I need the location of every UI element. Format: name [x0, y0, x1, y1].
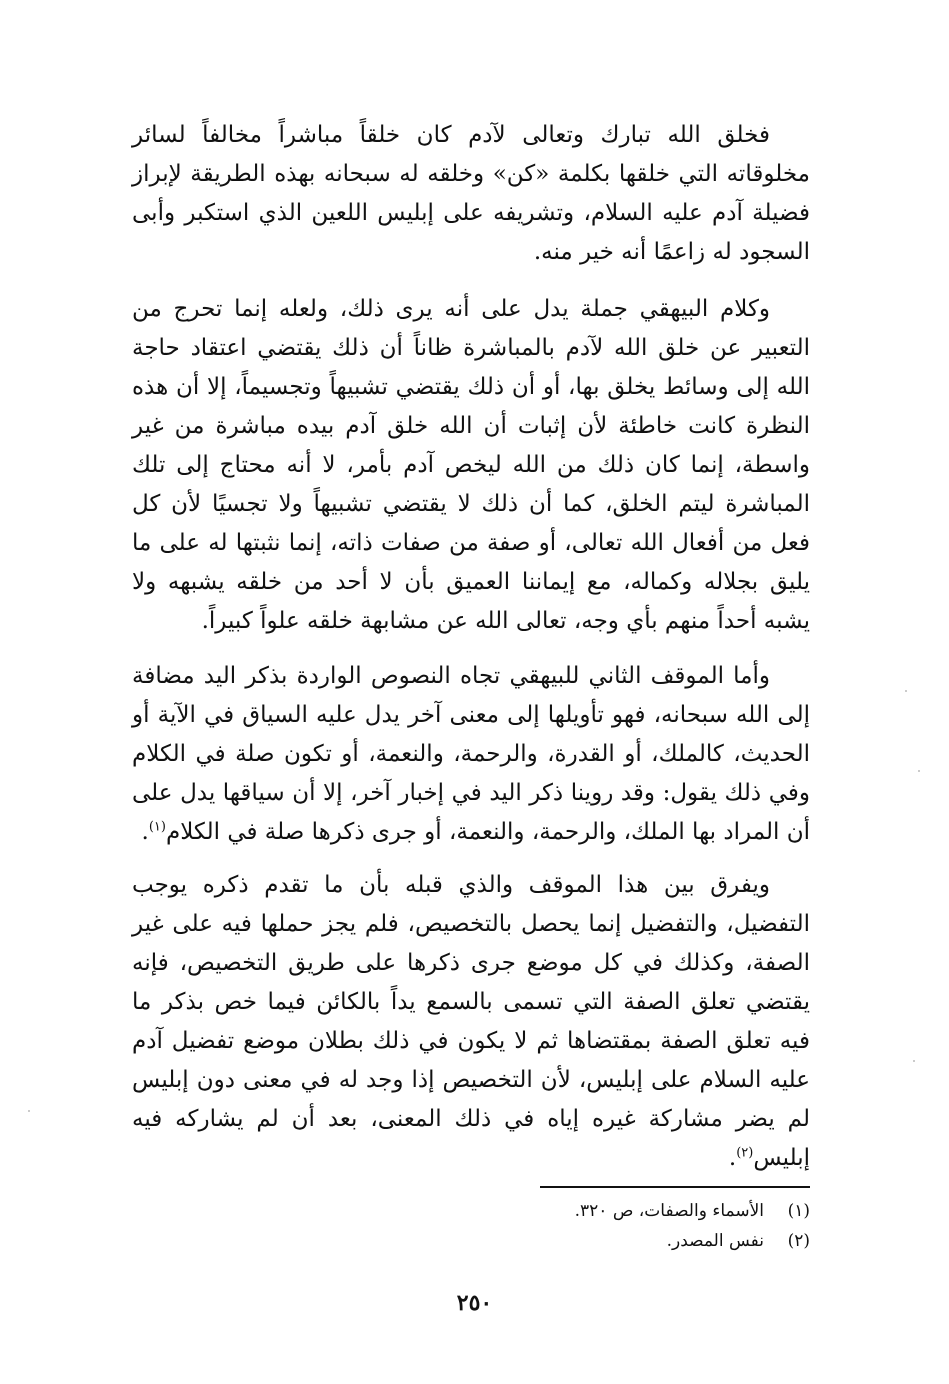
paragraph: [132, 290, 810, 641]
paragraph-text: وأما الموقف الثاني للبيهقي تجاه النصوص الواردة بذكر اليد مضافة إلى الله سبحانه، فهو تأويلها إلى معنى آخر يدل عليه السياق في الآية أو الحديث، كالملك، أو القدرة، والرحمة، والنعمة، أو تكون صلة في الكلام وفي ذلك يقول: وقد روينا ذكر اليد في إخبار آخر، إلا أن سياقها يدل على أن المراد بها الملك، والرحمة، والنعمة، أو جرى ذكرها صلة في الكلام: [132, 663, 810, 845]
body-text: [132, 116, 810, 1178]
scan-speck: [28, 1110, 30, 1112]
footnote-number: (٢): [787, 1231, 810, 1251]
paragraph-end: .: [728, 1145, 737, 1171]
footnote-text: الأسماء والصفات، ص ٣٢٠.: [574, 1201, 764, 1221]
footnote-text: نفس المصدر.: [666, 1231, 764, 1251]
footnotes: [132, 1196, 810, 1256]
footnote-number: (١): [787, 1201, 810, 1221]
footnote-ref-2: (٢): [736, 1145, 754, 1161]
footnote-ref-1: (١): [148, 819, 166, 835]
scan-speck: [913, 1060, 915, 1062]
footnote: [132, 1196, 810, 1226]
paragraph-end: .: [141, 819, 149, 845]
paragraph: [132, 116, 810, 272]
paragraph: [132, 657, 810, 852]
paragraph-text: ويفرق بين هذا الموقف والذي قبله بأن ما تقدم ذكره يوجب التفضيل، والتفضيل إنما يحصل بالتخصيص، فلم يجز حملها فيه على غير الصفة، وكذلك في كل موضع جرى ذكرها على طريق التخصيص، فإنه يقتضي تعلق الصفة التي تسمى بالسمع يداً بالكائن فيما خص بذكر ما فيه تعلق الصفة بمقتضاها ثم لا يكون في ذلك بطلان موضع تفضيل آدم عليه السلام على إبليس، لأن التخصيص إذا وجد له في معنى دون إبليس لم يضر مشاركة غيره إياه في ذلك المعنى، بعد أن لم يشاركه فيه إبليس: [132, 872, 810, 1171]
page-number: ٢٥٠: [456, 1290, 493, 1316]
paragraph-text: فخلق الله تبارك وتعالى لآدم كان خلقاً مباشراً مخالفاً لسائر مخلوقاته التي خلقها بكلمة «كن» وخلقه له سبحانه بهذه الطريقة لإبراز فضيلة آدم عليه السلام، وتشريفه على إبليس اللعين الذي استكبر وأبى السجود له زاعمًا أنه خير منه.: [132, 122, 810, 265]
scan-speck: [918, 770, 920, 772]
paragraph-text: وكلام البيهقي جملة يدل على أنه يرى ذلك، ولعله إنما تحرج من التعبير عن خلق الله لآدم بالمباشرة ظاناً أن ذلك يقتضي اعتقاد حاجة الله إلى وسائط يخلق بها، أو أن ذلك يقتضي تشبيهاً وتجسيماً، إلا أن هذه النظرة كانت خاطئة لأن إثبات أن الله خلق آدم بيده مباشرة من غير واسطة، إنما كان ذلك من الله ليخص آدم بأمر، لا أنه محتاج إلى تلك المباشرة ليتم الخلق، كما أن ذلك لا يقتضي تشبيهاً ولا تجسيًا لأن كل فعل من أفعال الله تعالى، أو صفة من صفات ذاته، إنما نثبتها له على ما يليق بجلاله وكماله، مع إيماننا العميق بأن لا أحد من خلقه يشبهه ولا يشبه أحداً منهم بأي وجه، تعالى الله عن مشابهة خلقه علواً كبيراً.: [132, 296, 810, 634]
footnote-divider: [540, 1186, 810, 1188]
scan-speck: [905, 690, 907, 692]
footnote: [132, 1226, 810, 1256]
paragraph: [132, 866, 810, 1178]
